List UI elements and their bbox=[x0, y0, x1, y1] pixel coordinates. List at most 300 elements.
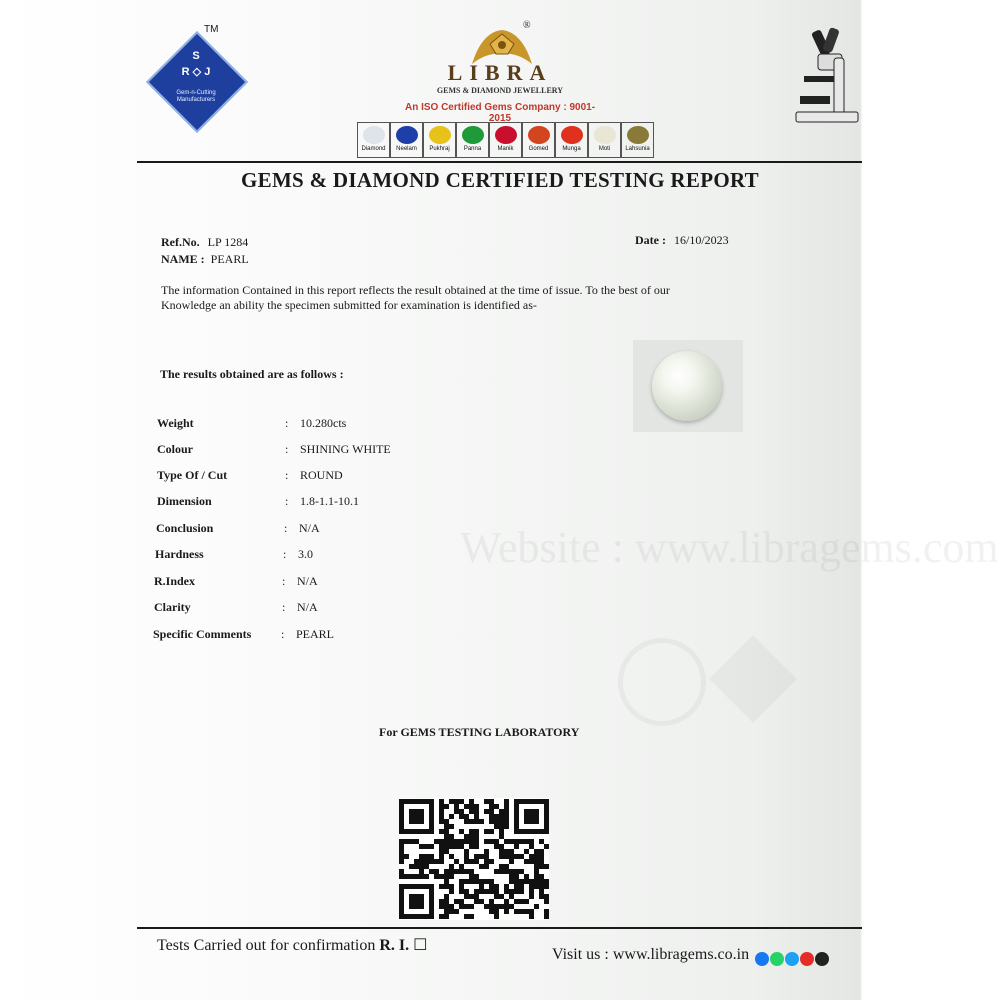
srj-letter-r: R bbox=[181, 66, 190, 78]
qr-module bbox=[474, 814, 479, 819]
qr-module bbox=[404, 839, 409, 844]
gem-tile bbox=[522, 122, 555, 158]
intro-line-1: The information Contained in this report reflects the result obtained at the time of issue. To the best of our bbox=[161, 283, 670, 297]
qr-module bbox=[504, 804, 509, 809]
qr-module bbox=[459, 884, 464, 889]
qr-module bbox=[544, 884, 549, 889]
qr-module bbox=[489, 809, 494, 814]
gem-stone-icon bbox=[462, 126, 484, 144]
qr-finder-center bbox=[524, 809, 539, 824]
qr-module bbox=[484, 864, 489, 869]
gem-tile bbox=[588, 122, 621, 158]
qr-module bbox=[419, 869, 424, 874]
qr-module bbox=[429, 854, 434, 859]
libra-subtitle: GEMS & DIAMOND JEWELLERY bbox=[436, 86, 564, 95]
name-row bbox=[161, 250, 249, 268]
qr-module bbox=[449, 889, 454, 894]
qr-module bbox=[414, 859, 419, 864]
qr-module bbox=[419, 859, 424, 864]
qr-module bbox=[534, 859, 539, 864]
qr-module bbox=[484, 839, 489, 844]
qr-module bbox=[539, 849, 544, 854]
qr-module bbox=[494, 824, 499, 829]
intro-paragraph bbox=[161, 283, 781, 313]
qr-module bbox=[499, 829, 504, 834]
qr-module bbox=[469, 809, 474, 814]
gem-label: Munga bbox=[562, 146, 581, 152]
microscope-icon bbox=[786, 26, 866, 126]
qr-module bbox=[454, 899, 459, 904]
youtube-icon[interactable] bbox=[800, 952, 814, 966]
qr-module bbox=[439, 859, 444, 864]
qr-module bbox=[474, 894, 479, 899]
qr-module bbox=[459, 869, 464, 874]
gem-stone-icon bbox=[429, 126, 451, 144]
qr-module bbox=[444, 834, 449, 839]
qr-module bbox=[519, 854, 524, 859]
qr-module bbox=[494, 884, 499, 889]
qr-module bbox=[464, 914, 469, 919]
srj-letter-j: J bbox=[204, 66, 211, 78]
result-separator: : bbox=[282, 574, 286, 588]
result-label: Specific Comments bbox=[153, 627, 252, 641]
qr-module bbox=[444, 909, 449, 914]
qr-module bbox=[504, 819, 509, 824]
qr-module bbox=[514, 869, 519, 874]
qr-module bbox=[509, 879, 514, 884]
qr-module bbox=[474, 819, 479, 824]
qr-module bbox=[514, 874, 519, 879]
qr-module bbox=[534, 874, 539, 879]
qr-module bbox=[454, 844, 459, 849]
facebook-icon[interactable] bbox=[755, 952, 769, 966]
result-value: N/A bbox=[297, 600, 318, 614]
qr-module bbox=[439, 844, 444, 849]
qr-module bbox=[459, 899, 464, 904]
result-row bbox=[155, 547, 755, 567]
gem-label: Manik bbox=[497, 146, 514, 152]
qr-module bbox=[449, 909, 454, 914]
gem-label: Diamond bbox=[361, 146, 386, 152]
result-row bbox=[154, 600, 754, 620]
qr-module bbox=[499, 894, 504, 899]
qr-module bbox=[509, 874, 514, 879]
qr-module bbox=[404, 874, 409, 879]
qr-module bbox=[459, 809, 464, 814]
result-value: 1.8-1.1-10.1 bbox=[300, 494, 359, 508]
qr-module bbox=[399, 859, 404, 864]
qr-module bbox=[504, 864, 509, 869]
qr-module bbox=[439, 899, 444, 904]
qr-module bbox=[534, 879, 539, 884]
qr-module bbox=[504, 849, 509, 854]
srj-letters bbox=[146, 48, 246, 80]
qr-module bbox=[444, 839, 449, 844]
qr-module bbox=[534, 849, 539, 854]
qr-module bbox=[434, 874, 439, 879]
qr-module bbox=[464, 849, 469, 854]
qr-module bbox=[454, 799, 459, 804]
qr-module bbox=[434, 859, 439, 864]
qr-module bbox=[524, 909, 529, 914]
qr-module bbox=[414, 839, 419, 844]
qr-module bbox=[504, 909, 509, 914]
qr-module bbox=[399, 849, 404, 854]
result-row bbox=[156, 521, 756, 541]
qr-finder-center bbox=[409, 894, 424, 909]
qr-module bbox=[439, 809, 444, 814]
qr-module bbox=[489, 829, 494, 834]
qr-module bbox=[504, 884, 509, 889]
qr-module bbox=[539, 859, 544, 864]
qr-module bbox=[544, 899, 549, 904]
qr-module bbox=[434, 839, 439, 844]
page-margin bbox=[862, 0, 1000, 1000]
footer-rule bbox=[137, 927, 862, 929]
result-separator: : bbox=[285, 494, 289, 508]
qr-module bbox=[509, 904, 514, 909]
qr-module bbox=[424, 859, 429, 864]
result-row bbox=[153, 627, 753, 647]
qr-module bbox=[494, 909, 499, 914]
qr-module bbox=[529, 884, 534, 889]
qr-module bbox=[514, 839, 519, 844]
qr-module bbox=[474, 874, 479, 879]
qr-module bbox=[534, 869, 539, 874]
qr-module bbox=[469, 874, 474, 879]
gem-stone-icon bbox=[363, 126, 385, 144]
result-row bbox=[157, 468, 757, 488]
gem-tile bbox=[423, 122, 456, 158]
qr-module bbox=[439, 904, 444, 909]
qr-module bbox=[424, 844, 429, 849]
qr-module bbox=[529, 859, 534, 864]
qr-module bbox=[539, 894, 544, 899]
qr-module bbox=[504, 899, 509, 904]
qr-module bbox=[504, 799, 509, 804]
qr-module bbox=[519, 869, 524, 874]
qr-module bbox=[444, 869, 449, 874]
qr-module bbox=[474, 889, 479, 894]
qr-module bbox=[449, 814, 454, 819]
qr-module bbox=[454, 809, 459, 814]
qr-module bbox=[484, 829, 489, 834]
date-label: Date : bbox=[635, 233, 666, 247]
qr-module bbox=[469, 829, 474, 834]
qr-module bbox=[484, 854, 489, 859]
pearl-image bbox=[652, 351, 722, 421]
result-separator: : bbox=[283, 547, 287, 561]
qr-module bbox=[484, 904, 489, 909]
qr-module bbox=[519, 884, 524, 889]
qr-module bbox=[474, 839, 479, 844]
qr-module bbox=[474, 829, 479, 834]
qr-module bbox=[494, 869, 499, 874]
qr-module bbox=[529, 879, 534, 884]
qr-module bbox=[464, 819, 469, 824]
qr-module bbox=[439, 914, 444, 919]
qr-module bbox=[529, 909, 534, 914]
qr-module bbox=[469, 894, 474, 899]
qr-module bbox=[499, 819, 504, 824]
result-separator: : bbox=[285, 442, 289, 456]
qr-module bbox=[519, 879, 524, 884]
social-icons bbox=[755, 952, 830, 966]
result-separator: : bbox=[284, 521, 288, 535]
qr-module bbox=[544, 864, 549, 869]
qr-module bbox=[419, 864, 424, 869]
qr-module bbox=[429, 869, 434, 874]
qr-module bbox=[509, 894, 514, 899]
qr-module bbox=[464, 879, 469, 884]
qr-module bbox=[509, 859, 514, 864]
result-value: N/A bbox=[299, 521, 320, 535]
qr-module bbox=[504, 869, 509, 874]
iso-certification: An ISO Certified Gems Company : 9001-2015 bbox=[404, 102, 596, 124]
qr-module bbox=[424, 864, 429, 869]
qr-module bbox=[474, 899, 479, 904]
qr-module bbox=[444, 874, 449, 879]
qr-module bbox=[439, 849, 444, 854]
qr-module bbox=[434, 869, 439, 874]
qr-module bbox=[519, 839, 524, 844]
qr-module bbox=[489, 859, 494, 864]
qr-module bbox=[494, 819, 499, 824]
qr-module bbox=[484, 889, 489, 894]
result-row bbox=[157, 416, 757, 436]
result-value: 10.280cts bbox=[300, 416, 347, 430]
qr-module bbox=[449, 864, 454, 869]
qr-module bbox=[464, 904, 469, 909]
qr-module bbox=[539, 879, 544, 884]
qr-module bbox=[504, 904, 509, 909]
qr-module bbox=[524, 899, 529, 904]
registered-mark: ® bbox=[523, 20, 531, 31]
qr-module bbox=[399, 874, 404, 879]
qr-module bbox=[494, 839, 499, 844]
gem-label: Neelam bbox=[396, 146, 417, 152]
qr-module bbox=[474, 859, 479, 864]
qr-module bbox=[494, 889, 499, 894]
twitter-icon[interactable] bbox=[785, 952, 799, 966]
gem-stone-icon bbox=[495, 126, 517, 144]
qr-module bbox=[469, 834, 474, 839]
qr-module bbox=[504, 854, 509, 859]
result-row bbox=[157, 442, 757, 462]
gem-tile bbox=[621, 122, 654, 158]
qr-module bbox=[544, 844, 549, 849]
result-value: ROUND bbox=[300, 468, 343, 482]
date-row bbox=[635, 231, 729, 249]
qr-module bbox=[504, 824, 509, 829]
qr-module bbox=[509, 849, 514, 854]
qr-module bbox=[459, 829, 464, 834]
qr-module bbox=[529, 914, 534, 919]
qr-module bbox=[489, 839, 494, 844]
qr-module bbox=[409, 874, 414, 879]
qr-module bbox=[469, 904, 474, 909]
qr-module bbox=[439, 839, 444, 844]
qr-module bbox=[469, 844, 474, 849]
qr-module bbox=[484, 849, 489, 854]
qr-module bbox=[484, 809, 489, 814]
libra-brand-name: LIBRA bbox=[447, 60, 553, 85]
qr-module bbox=[499, 864, 504, 869]
qr-module bbox=[439, 884, 444, 889]
qr-module bbox=[464, 854, 469, 859]
gem-tile bbox=[555, 122, 588, 158]
qr-module bbox=[529, 894, 534, 899]
result-row bbox=[154, 574, 754, 594]
qr-module bbox=[519, 909, 524, 914]
qr-module bbox=[489, 799, 494, 804]
qr-module bbox=[509, 854, 514, 859]
qr-module bbox=[449, 844, 454, 849]
ref-value: LP 1284 bbox=[207, 235, 249, 249]
qr-module bbox=[459, 799, 464, 804]
gem-label: Pukhraj bbox=[429, 146, 450, 152]
qr-module bbox=[439, 874, 444, 879]
qr-module bbox=[444, 894, 449, 899]
qr-module bbox=[439, 829, 444, 834]
qr-finder-center bbox=[409, 809, 424, 824]
qr-module bbox=[439, 819, 444, 824]
qr-module bbox=[459, 904, 464, 909]
ref-row bbox=[161, 233, 248, 251]
qr-module bbox=[474, 844, 479, 849]
gem-label: Moti bbox=[598, 146, 611, 152]
qr-module bbox=[494, 904, 499, 909]
qr-module bbox=[469, 839, 474, 844]
qr-module bbox=[419, 854, 424, 859]
results-heading: The results obtained are as follows : bbox=[160, 367, 344, 381]
tests-checkbox: ☐ bbox=[413, 937, 428, 954]
qr-module bbox=[504, 814, 509, 819]
qr-module bbox=[534, 864, 539, 869]
qr-module bbox=[479, 854, 484, 859]
qr-module bbox=[514, 899, 519, 904]
qr-module bbox=[444, 804, 449, 809]
qr-module bbox=[454, 869, 459, 874]
tests-confirmation bbox=[157, 935, 428, 955]
qr-module bbox=[544, 914, 549, 919]
qr-module bbox=[469, 914, 474, 919]
whatsapp-icon[interactable] bbox=[770, 952, 784, 966]
qr-module bbox=[429, 844, 434, 849]
qr-module bbox=[499, 824, 504, 829]
qr-module bbox=[459, 889, 464, 894]
qr-module bbox=[494, 914, 499, 919]
qr-module bbox=[489, 909, 494, 914]
qr-module bbox=[514, 884, 519, 889]
qr-module bbox=[509, 889, 514, 894]
qr-module bbox=[499, 849, 504, 854]
result-value: N/A bbox=[297, 574, 318, 588]
qr-module bbox=[529, 839, 534, 844]
instagram-icon[interactable] bbox=[815, 952, 829, 966]
qr-module bbox=[404, 854, 409, 859]
qr-module bbox=[399, 839, 404, 844]
result-label: Hardness bbox=[155, 547, 204, 561]
result-value: SHINING WHITE bbox=[300, 442, 391, 456]
qr-module bbox=[504, 889, 509, 894]
qr-module bbox=[454, 804, 459, 809]
qr-module bbox=[464, 804, 469, 809]
qr-module bbox=[499, 809, 504, 814]
gem-tile bbox=[456, 122, 489, 158]
qr-module bbox=[399, 854, 404, 859]
result-value: PEARL bbox=[296, 627, 335, 641]
website-link: Visit us : www.libragems.co.in bbox=[552, 946, 750, 963]
qr-module bbox=[449, 799, 454, 804]
qr-module bbox=[534, 904, 539, 909]
gem-tile bbox=[489, 122, 522, 158]
lab-signature-label: For GEMS TESTING LABORATORY bbox=[379, 725, 580, 739]
qr-module bbox=[444, 844, 449, 849]
qr-module bbox=[524, 879, 529, 884]
qr-module bbox=[514, 909, 519, 914]
qr-module bbox=[544, 879, 549, 884]
qr-module bbox=[449, 854, 454, 859]
qr-module bbox=[489, 819, 494, 824]
qr-module bbox=[474, 834, 479, 839]
srj-diamond-shape bbox=[146, 31, 248, 133]
qr-module bbox=[449, 904, 454, 909]
qr-module bbox=[444, 914, 449, 919]
qr-module bbox=[419, 844, 424, 849]
qr-module bbox=[489, 814, 494, 819]
qr-module bbox=[494, 844, 499, 849]
tests-method: R. I. bbox=[379, 937, 410, 954]
srj-letters-row: R ◇ J bbox=[181, 66, 211, 78]
qr-module bbox=[499, 814, 504, 819]
qr-module bbox=[544, 909, 549, 914]
qr-module bbox=[469, 819, 474, 824]
qr-module bbox=[489, 879, 494, 884]
trademark-mark: TM bbox=[204, 24, 219, 35]
qr-module bbox=[464, 839, 469, 844]
qr-module bbox=[544, 894, 549, 899]
qr-module bbox=[464, 814, 469, 819]
qr-module bbox=[499, 854, 504, 859]
qr-module bbox=[479, 819, 484, 824]
name-label: NAME : bbox=[161, 252, 205, 266]
qr-module bbox=[399, 869, 404, 874]
qr-module bbox=[464, 889, 469, 894]
qr-module bbox=[524, 874, 529, 879]
tests-text: Tests Carried out for confirmation bbox=[157, 937, 376, 954]
qr-module bbox=[539, 884, 544, 889]
qr-module bbox=[479, 889, 484, 894]
website-watermark: Website : www.libragems.com bbox=[460, 523, 999, 572]
qr-module bbox=[459, 814, 464, 819]
qr-module bbox=[469, 879, 474, 884]
qr-module bbox=[459, 839, 464, 844]
qr-module bbox=[449, 884, 454, 889]
qr-module bbox=[444, 904, 449, 909]
qr-module bbox=[539, 854, 544, 859]
qr-module bbox=[429, 859, 434, 864]
qr-module bbox=[529, 844, 534, 849]
gem-stone-icon bbox=[594, 126, 616, 144]
gem-tile bbox=[357, 122, 390, 158]
qr-module bbox=[409, 839, 414, 844]
qr-module bbox=[469, 804, 474, 809]
qr-module bbox=[524, 839, 529, 844]
qr-module bbox=[424, 854, 429, 859]
result-separator: : bbox=[281, 627, 285, 641]
result-separator: : bbox=[285, 416, 289, 430]
